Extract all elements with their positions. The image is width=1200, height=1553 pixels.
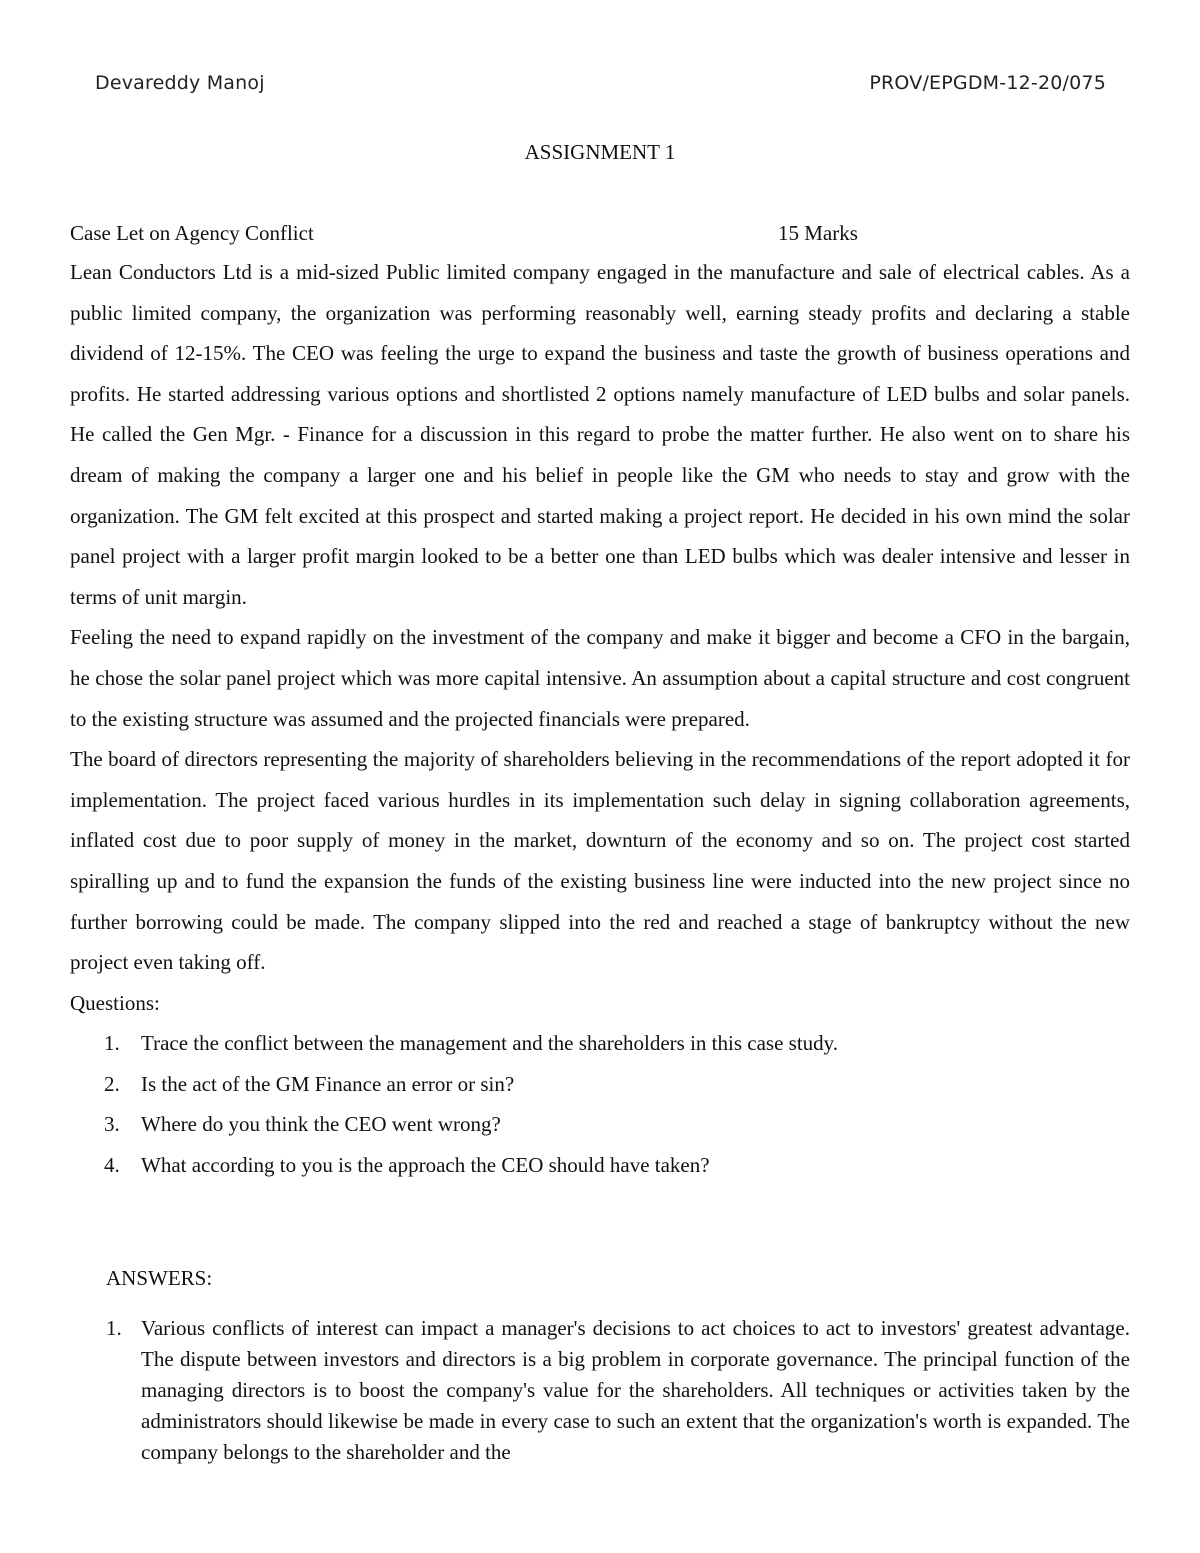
case-marks: 15 Marks [778, 221, 858, 245]
case-paragraph-1: Lean Conductors Ltd is a mid-sized Public limited company engaged in the manufacture and sale of electrical cables. As a public limited company, the organization was performing reasonably well, earning steady profits and declaring a stable dividend of 12-15%. The CEO was feeling the urge to expand the business and taste the growth of business operations and profits. He started addressing various options and shortlisted 2 options namely manufacture of LED bulbs and solar panels. He called the Gen Mgr. - Finance for a discussion in this regard to probe the matter further. He also went on to share his dream of making the company a larger one and his belief in people like the GM who needs to stay and grow with the organization. The GM felt excited at this prospect and started making a project report. He decided in his own mind the solar panel project with a larger profit margin looked to be a better one than LED bulbs which was dealer intensive and lesser in terms of unit margin. [70, 260, 1130, 609]
question-item [70, 1145, 1130, 1186]
answers-label: ANSWERS: [106, 1266, 213, 1290]
author-name: Devareddy Manoj [95, 72, 265, 94]
answer-text: Various conflicts of interest can impact a manager's decisions to act choices to act to investors' greatest advantage. The dispute between investors and directors is a big problem in corporate governance. The principal function of the managing directors is to boost the company's value for the shareholders. All techniques or activities taken by the administrators should likewise be made in every case to such an extent that the organization's worth is expanded. The company belongs to the shareholder and the [141, 1316, 1130, 1464]
question-item [70, 1023, 1130, 1064]
question-item [70, 1104, 1130, 1145]
question-text: Where do you think the CEO went wrong? [141, 1112, 501, 1137]
case-heading [70, 221, 1130, 247]
questions-label: Questions: [70, 990, 160, 1015]
page-title: ASSIGNMENT 1 [524, 140, 676, 164]
reference-number: PROV/EPGDM-12-20/075 [869, 72, 1106, 94]
case-body [70, 252, 1130, 1186]
question-number: 3. [104, 1112, 120, 1137]
question-item [70, 1064, 1130, 1105]
question-number: 1. [104, 1031, 120, 1056]
case-title: Case Let on Agency Conflict [70, 221, 314, 245]
question-text: What according to you is the approach the CEO should have taken? [141, 1153, 710, 1178]
answers-list [106, 1313, 1130, 1468]
case-paragraph-3: The board of directors representing the majority of shareholders believing in the recommendations of the report adopted it for implementation. The project faced various hurdles in its implementation such delay in signing collaboration agreements, inflated cost due to poor supply of money in the market, downturn of the economy and so on. The project cost started spiralling up and to fund the expansion the funds of the existing business line were inducted into the new project since no further borrowing could be made. The company slipped into the red and reached a stage of bankruptcy without the new project even taking off. [70, 747, 1130, 975]
questions-list [70, 1023, 1130, 1185]
case-paragraph-2: Feeling the need to expand rapidly on the investment of the company and make it bigger and become a CFO in the bargain, he chose the solar panel project which was more capital intensive. An assumption about a capital structure and cost congruent to the existing structure was assumed and the projected financials were prepared. [70, 625, 1130, 731]
question-text: Trace the conflict between the management and the shareholders in this case study. [141, 1031, 839, 1056]
question-text: Is the act of the GM Finance an error or sin? [141, 1071, 515, 1096]
answer-number: 1. [106, 1316, 122, 1340]
question-number: 4. [104, 1153, 120, 1178]
question-number: 2. [104, 1071, 120, 1096]
